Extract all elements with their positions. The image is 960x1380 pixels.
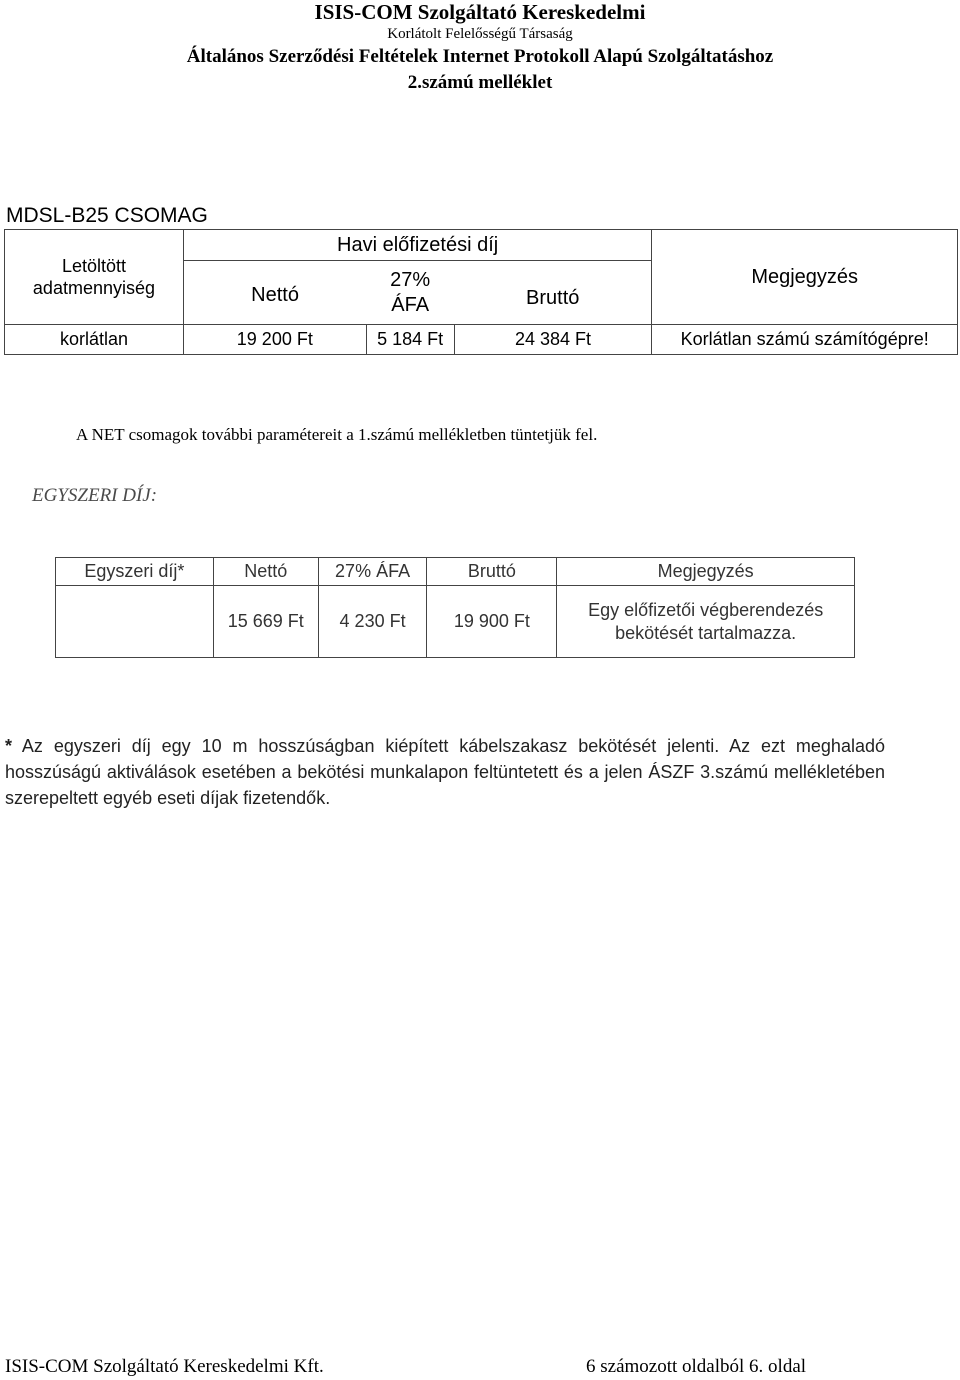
terms-title: Általános Szerződési Feltételek Internet Protokoll Alapú Szolgáltatáshoz	[186, 46, 774, 67]
col-header-note: Megjegyzés	[557, 558, 855, 586]
col-header-gross: Bruttó	[454, 261, 652, 325]
footnote-marker: *	[5, 736, 13, 756]
cell-vat: 4 230 Ft	[318, 586, 427, 658]
footnote-text: Az egyszeri díj egy 10 m hosszúságban kiépített kábelszakasz bekötését jelenti. Az ezt meghaladó hosszúságú aktiválások esetében a bekötési munkalapon feltüntetett és a jelen ÁSZF 3.számú mellékletében szerepeltett egyéb eseti díjak fizetendők.	[5, 736, 885, 808]
onetime-fee-table	[55, 557, 855, 658]
company-form: Korlátolt Felelősségű Társaság	[387, 26, 573, 42]
net-params-note: A NET csomagok további paramétereit a 1.számú mellékletben tüntetjük fel.	[76, 425, 598, 444]
footer-company: ISIS-COM Szolgáltató Kereskedelmi Kft.	[5, 1356, 324, 1377]
cell-gross: 19 900 Ft	[427, 586, 557, 658]
company-name: ISIS-COM Szolgáltató Kereskedelmi	[314, 0, 646, 24]
footer-page-number: 6 számozott oldalból 6. oldal	[586, 1356, 807, 1377]
annex-title: 2.számú melléklet	[407, 72, 553, 93]
col-header-monthly-fee: Havi előfizetési díj	[183, 230, 651, 261]
col-header-vat: 27% ÁFA	[318, 558, 427, 586]
cell-fee	[56, 586, 214, 658]
cell-gross: 24 384 Ft	[454, 325, 652, 355]
onetime-fee-heading: EGYSZERI DÍJ:	[32, 485, 158, 506]
cell-net: 15 669 Ft	[213, 586, 318, 658]
cell-note: Egy előfizetői végberendezés bekötését tartalmazza.	[557, 586, 855, 658]
col-header-onetime-fee: Egyszeri díj*	[56, 558, 214, 586]
col-header-net: Nettó	[183, 261, 366, 325]
cell-vat: 5 184 Ft	[366, 325, 454, 355]
col-header-note: Megjegyzés	[652, 230, 958, 325]
col-header-net: Nettó	[213, 558, 318, 586]
footnote	[5, 733, 885, 811]
cell-download: korlátlan	[5, 325, 184, 355]
package-price-table	[4, 229, 958, 355]
col-header-download: Letöltött adatmennyiség	[5, 230, 184, 325]
cell-net: 19 200 Ft	[183, 325, 366, 355]
col-header-vat: 27% ÁFA	[366, 261, 454, 325]
col-header-gross: Bruttó	[427, 558, 557, 586]
package-title: MDSL-B25 CSOMAG	[6, 204, 208, 227]
cell-note: Korlátlan számú számítógépre!	[652, 325, 958, 355]
